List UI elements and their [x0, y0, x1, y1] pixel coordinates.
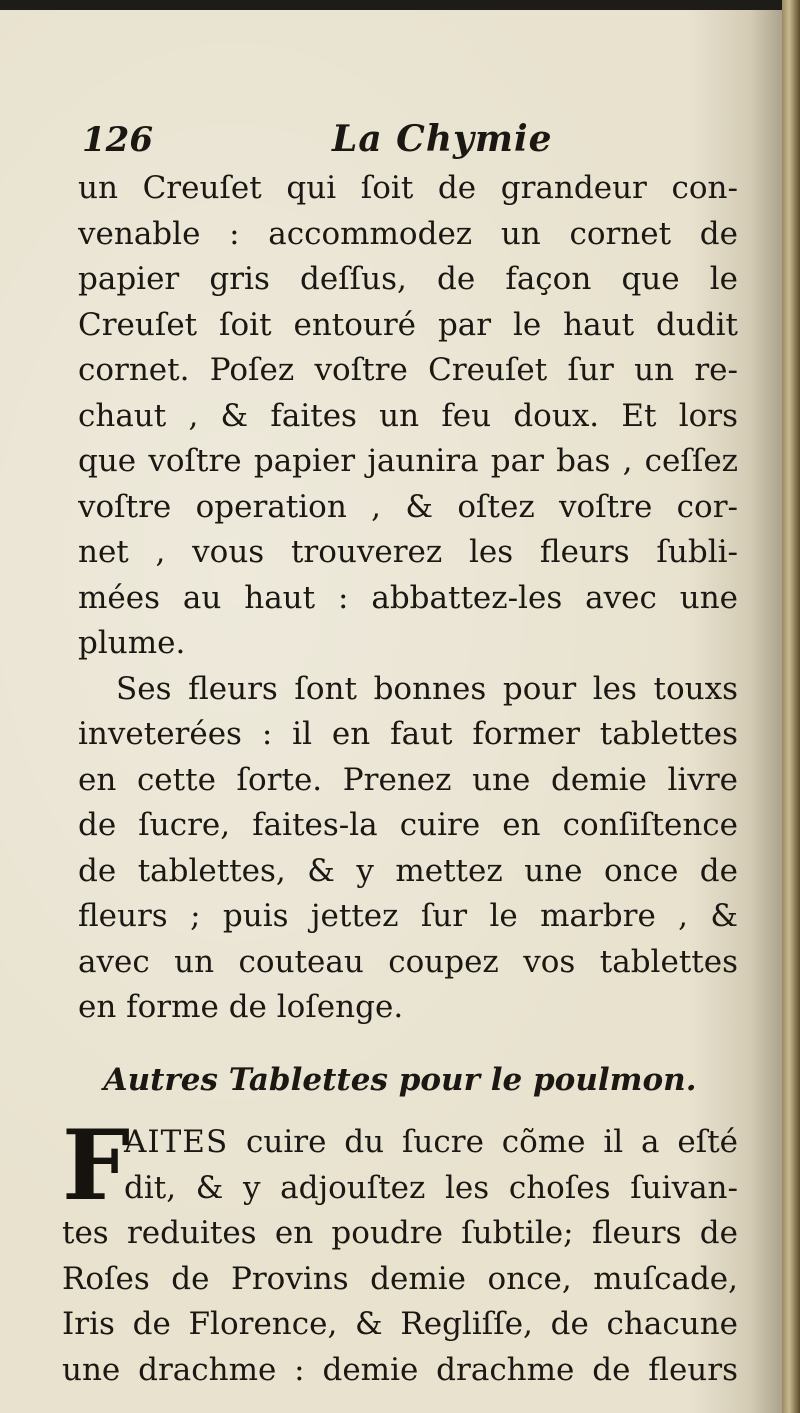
text-line: un Creuſet qui ſoit de grandeur con- [78, 170, 738, 206]
text-line: que voſtre papier jaunira par bas , ceſſez [78, 443, 738, 479]
text-line-rest: cuire du ſucre cõme il a eſté [228, 1124, 738, 1160]
text-line: une drachme : demie drachme de fleurs [62, 1351, 738, 1388]
text-line: en forme de loſenge. [78, 989, 404, 1025]
recipe-paragraph [62, 1109, 738, 1393]
page-number: 126 [82, 120, 153, 160]
text-line: dit, & y adjouſtez les choſes ſuivan- [124, 1169, 738, 1206]
text-line: avec un couteau coupez vos tablettes [78, 943, 738, 980]
text-line: venable : accommodez un cornet de [78, 215, 738, 252]
book-page [0, 10, 782, 1413]
text-line: Ses fleurs ſont bonnes pour les touxs [116, 670, 738, 707]
text-line: de ſucre, faites-la cuire en conſiſtence [78, 807, 738, 843]
text-line: mées au haut : abbattez-les avec une [78, 579, 738, 616]
text-line: net , vous trouverez les fleurs ſubli- [78, 534, 738, 570]
text-line: en cette ſorte. Prenez une demie livre [78, 761, 738, 798]
text-line: chaut , & faites un feu doux. Et lors [78, 397, 738, 434]
page-header [80, 118, 720, 166]
running-title: La Chymie [332, 118, 553, 160]
first-word-small-caps: AITES [124, 1124, 229, 1160]
text-line: Creuſet ſoit entouré par le haut dudit [78, 306, 738, 343]
drop-cap: F [62, 1109, 131, 1222]
page-edge-shadow [782, 0, 800, 1413]
text-line: inveterées : il en faut former tablettes [78, 716, 738, 752]
text-line: tes reduites en poudre ſubtile; fleurs de [62, 1215, 738, 1251]
text-line: voſtre operation , & oſtez voſtre cor- [78, 488, 738, 525]
main-text [78, 166, 738, 1031]
text-line: de tablettes, & y mettez une once de [78, 852, 738, 889]
text-line: cornet. Poſez voſtre Creuſet ſur un re- [78, 352, 738, 388]
text-line [62, 1120, 738, 1166]
text-line: papier gris deſſus, de façon que le [78, 261, 738, 297]
text-line: Iris de Florence, & Regliſſe, de chacune [62, 1306, 738, 1342]
text-line: fleurs ; puis jettez ſur le marbre , & [78, 898, 738, 934]
text-line: plume. [78, 625, 186, 661]
section-heading: Autres Tablettes pour le poulmon. [103, 1062, 697, 1098]
text-line: Roſes de Provins demie once, muſcade, [62, 1260, 738, 1297]
